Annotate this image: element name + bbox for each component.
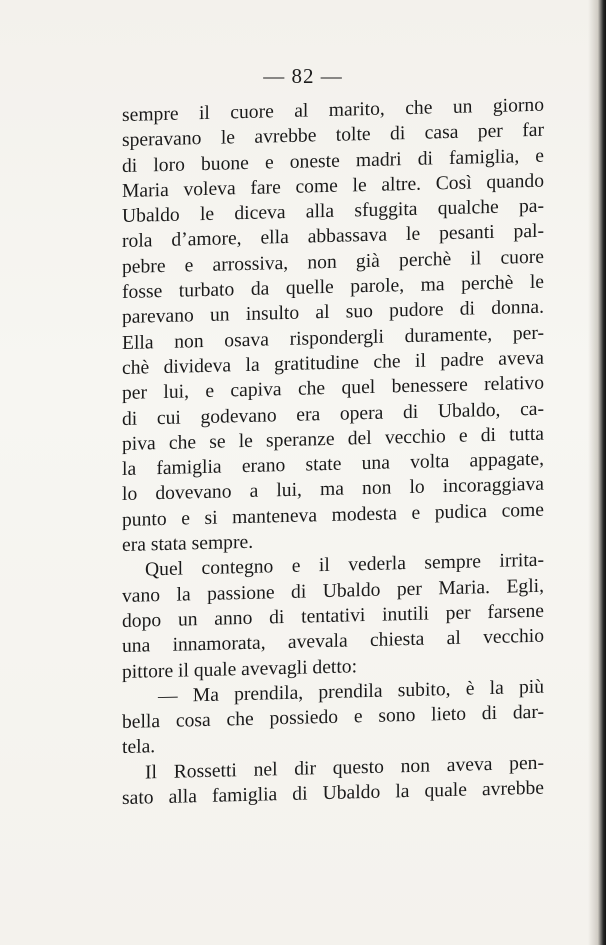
text-line: punto e si manteneva modesta e pudica come [122,499,544,531]
text-line: Ubaldo le diceva alla sfuggita qualche pa- [122,195,544,228]
text-line: tela. [122,736,156,759]
text-line: una innamorata, avevala chiesta al vecchio [122,625,544,658]
text-line: pittore il quale avevagli detto: [122,655,358,683]
text-line: piva che se le speranze del vecchio e di tutta [122,423,544,455]
text-line: Ella non osava rispondergli duramente, per- [122,322,544,354]
text-line: di cui godevano era opera di Ubaldo, ca- [122,398,544,430]
body-text [122,94,544,811]
text-line: per lui, e capiva che quel benessere relativo [122,372,544,405]
text-line: vano la passione di Ubaldo per Maria. Egli, [122,575,544,607]
text-line: sato alla famiglia di Ubaldo la quale avrebbe [122,777,544,810]
text-line: era stata sempre. [122,531,254,557]
text-line: bella cosa che possiedo e sono lieto di dar- [122,701,544,734]
text-line: speravano le avrebbe tolte di casa per far [122,119,544,152]
text-line: la famiglia erano state una volta appagate, [122,448,544,481]
text-line: sempre il cuore al marito, che un giorno [122,94,544,126]
text-line: fosse turbato da quelle parole, ma perchè le [122,271,544,304]
text-line: parevano un insulto al suo pudore di donna. [122,297,544,329]
page-binding-edge [588,0,606,945]
text-line: Quel contegno e il vederla sempre irrita- [145,550,544,581]
text-line: rola d’amore, ella abbassava le pesanti pal- [122,221,544,253]
text-line: pebre e arrossiva, non già perchè il cuore [122,246,544,278]
text-line: di loro buone e oneste madri di famiglia, e [122,145,544,177]
text-line: Maria voleva fare come le altre. Così quando [122,170,544,202]
text-line: chè divideva la gratitudine che il padre aveva [122,347,544,379]
page-number: — 82 — [263,64,343,88]
text-line: Il Rossetti nel dir questo non aveva pen- [145,752,544,784]
text-line: — Ma prendila, prendila subito, è la più [158,676,544,707]
text-line: dopo un anno di tentativi inutili per farsene [122,600,544,632]
text-line: lo dovevano a lui, ma non lo incoraggiava [122,474,544,506]
